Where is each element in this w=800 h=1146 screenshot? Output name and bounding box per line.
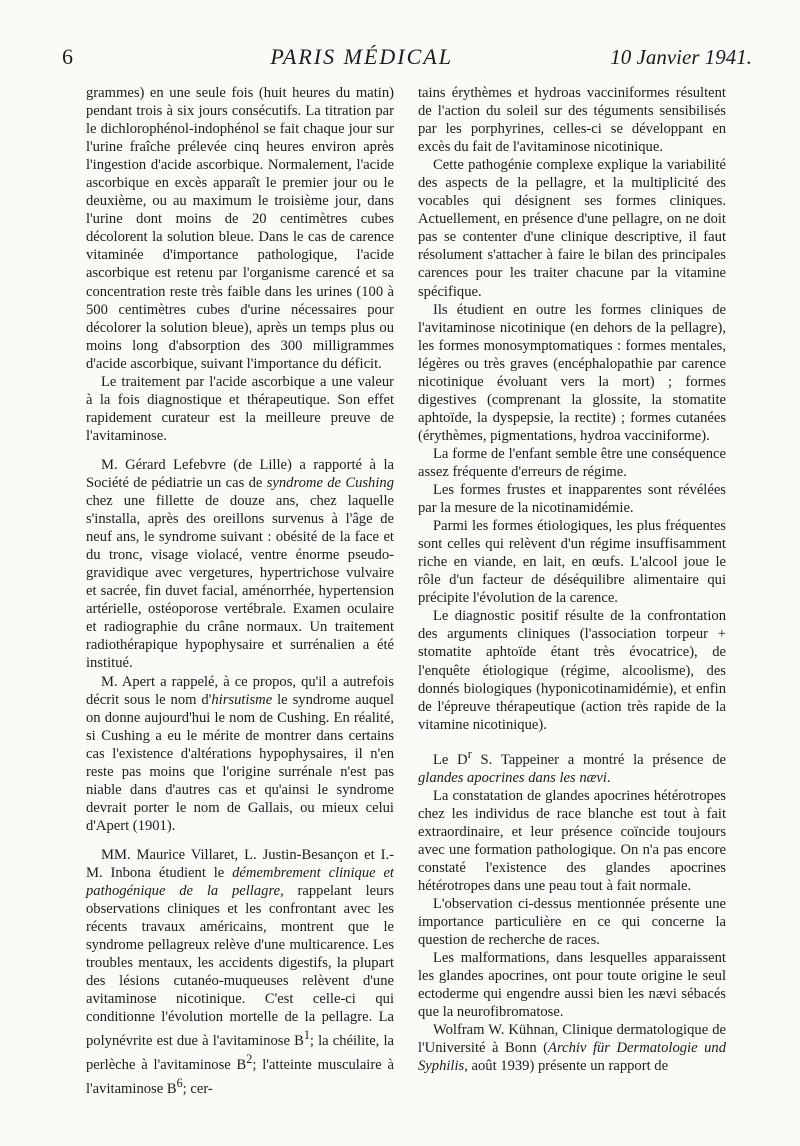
issue-date: 10 Janvier 1941. bbox=[610, 45, 752, 69]
italic-term: glandes apocrines dans les nævi bbox=[418, 769, 607, 786]
text-run: ; l'atteinte musculaire à l'avitaminose B bbox=[86, 1057, 394, 1098]
running-header bbox=[62, 44, 752, 80]
right-column bbox=[418, 84, 726, 1075]
italic-term: syndrome de Cushing bbox=[266, 474, 394, 491]
text-run: . bbox=[606, 769, 611, 786]
paragraph bbox=[418, 517, 726, 607]
text-run: le syndrome auquel on donne aujourd'hui le nom de Cushing. En réalité, si Cushing a eu le mérite de montrer dans certains cas l'existence d'altérations hypophysaires, il n'en reste pas moins que l'origine surrénale n'est pas niable dans d'autres cas et qu'ainsi le syndrome devrait porter le nom de Gallais, ou mieux celui d'Apert (1901). bbox=[86, 691, 394, 834]
paragraph bbox=[86, 673, 394, 835]
text-run: Le D bbox=[433, 751, 468, 768]
text-run: , rappelant leurs observations cliniques et les confrontant avec les récents travaux américains, montrent que le syndrome pellagreux relève d'une multicarence. Les troubles mentaux, les accidents digestifs, la plupart des lésions cutanéo-muqueuses relèvent d'une avitaminose nicotinique. C'est celle-ci qui conditionne l'évolution mortelle de la pellagre. La polynévrite est due à l'avitaminose B bbox=[86, 883, 394, 1050]
journal-title: PARIS MÉDICAL bbox=[270, 44, 453, 69]
superscript: 2 bbox=[246, 1052, 253, 1067]
paragraph bbox=[418, 84, 726, 156]
text-run: , août 1939) présente un rapport de bbox=[464, 1058, 669, 1075]
text-run: MM. Maurice Villaret, L. Justin-Besançon et I.-M. Inbona étudient le bbox=[86, 846, 394, 881]
italic-term: démembrement clinique et pathogénique de la pellagre bbox=[86, 864, 394, 900]
paragraph bbox=[418, 787, 726, 895]
text-run: chez une fillette de douze ans, chez laquelle s'installa, après des oreillons survenus à l'âge de neuf ans, le syndrome suivant : obésité de la face et du tronc, visage violacé, ventre énorme pseudo-gravidique avec vergetures, hypertrichose vulvaire et sacrée, fin duvet facial, aménorrhée, hypertension artérielle, ostéoporose vertébrale. Examen oculaire et radiographie du crâne normaux. Un traitement radiothérapique hypophysaire et surrénalien a été institué. bbox=[86, 493, 394, 672]
text-run: Ils étudient en outre les formes cliniques de l'avitaminose nicotinique (en dehors de la pellagre), les formes monosymptomatiques : formes mentales, légères ou très graves (encéphalopathie par carence nicotinique évoluant vers la mort) ; formes digestives (comprenant la glossite, la stomatite aphtoïde, la dyspepsie, la rectite) ; formes cutanées (érythèmes, pigmentations, hydroa vacciniforme). bbox=[418, 301, 726, 444]
text-run: Les malformations, dans lesquelles apparaissent les glandes apocrines, ont pour toute origine le seul ectoderme qui engendre aussi bien les nævi sébacés que la neurofibromatose. bbox=[418, 950, 726, 1021]
text-run: grammes) en une seule fois (huit heures du matin) pendant trois à six jours consécutifs. La titration par le dichlorophénol-indophénol se fait chaque jour sur l'urine fraîche prélevée cinq heures environ après l'ingestion d'acide ascorbique. Normalement, l'acide ascorbique en excès apparaît le premier jour ou le deuxième, ou au maximum le troisième jour, dans l'urine dont moins de 20 centimètres cubes décolorent la solution bleue. Dans le cas de carence vitaminée d'importance pathologique, l'acide ascorbique est retenu par l'organisme carencé et sa concentration reste très faible dans les urines (100 à 500 centimètres cubes d'urine nécessaires pour décolorer la solution bleue), après un temps plus ou moins long d'absorption des 300 milligrammes d'acide ascorbique, suivant l'importance du déficit. bbox=[86, 85, 394, 372]
text-run: M. Apert a rappelé, à ce propos, qu'il a autrefois décrit sous le nom d' bbox=[86, 673, 394, 708]
text-run: S. Tappeiner a montré la présence de bbox=[471, 751, 726, 768]
paragraph bbox=[418, 445, 726, 481]
text-run: Le traitement par l'acide ascorbique a une valeur à la fois diagnostique et thérapeutique. Son effet rapidement curateur est la meilleure preuve de l'avitaminose. bbox=[86, 373, 394, 444]
text-run: M. Gérard Lefebvre (de Lille) a rapporté à la Société de pédiatrie un cas de bbox=[86, 456, 394, 491]
italic-term: Archiv für Dermatologie und Syphilis bbox=[418, 1040, 726, 1075]
paragraph bbox=[86, 846, 394, 1098]
superscript: 1 bbox=[303, 1028, 310, 1043]
paragraph bbox=[418, 949, 726, 1021]
paragraph bbox=[86, 84, 394, 373]
paragraph bbox=[418, 481, 726, 517]
paragraph bbox=[418, 745, 726, 787]
superscript: r bbox=[467, 746, 472, 761]
text-run: L'observation ci-dessus mentionnée présente une importance particulière en ce qui concerne la question de recherche de races. bbox=[418, 895, 726, 949]
text-run: tains érythèmes et hydroas vacciniformes résultent de l'action du soleil sur des téguments sensibilisés par les porphyrines, celles-ci se développant en excès du fait de l'avitaminose nicotinique. bbox=[418, 85, 726, 156]
italic-term: hirsutisme bbox=[211, 691, 273, 708]
text-run: La constatation de glandes apocrines hétérotropes chez les individus de race blanche est tout à fait extraordinaire, et leur présence coïncide toujours avec une formation pathologique. On n'a pas encore constaté l'existence des glandes apocrines hétérotropes dans une peau tout à fait normale. bbox=[418, 787, 726, 894]
left-column bbox=[86, 84, 394, 1098]
text-run: La forme de l'enfant semble être une conséquence assez fréquente d'erreurs de régime. bbox=[418, 445, 726, 480]
text-run: Parmi les formes étiologiques, les plus fréquentes sont celles qui relèvent d'un régime insuffisamment riche en viande, en lait, en œufs. L'alcool joue le rôle d'un facteur de déséquilibre alimentaire qui précipite l'évolution de la carence. bbox=[418, 518, 726, 607]
paragraph bbox=[418, 895, 726, 949]
text-run: Les formes frustes et inapparentes sont révélées par la mesure de la nicotinamidémie. bbox=[418, 482, 726, 517]
text-run: Wolfram W. Kühnan, Clinique dermatologique de l'Université à Bonn ( bbox=[418, 1022, 726, 1057]
paragraph bbox=[418, 607, 726, 733]
text-run: Cette pathogénie complexe explique la variabilité des aspects de la pellagre, et la multiplicité des vocables qui désignent ses formes cliniques. Actuellement, en présence d'une pellagre, on ne doit pas se contenter d'une clinique descriptive, il faut résolument s'attacher à faire le bilan des principales carences pour les traiter chacune par la vitamine spécifique. bbox=[418, 157, 726, 300]
paragraph bbox=[418, 156, 726, 300]
page-number: 6 bbox=[62, 44, 73, 69]
text-run: ; la chéilite, la perlèche à l'avitaminose B bbox=[86, 1033, 394, 1074]
text-run: Le diagnostic positif résulte de la confrontation des arguments cliniques (l'association torpeur + stomatite aphtoïde étant très évocatrice), de l'enquête étiologique (régime, alcoolisme), des donnés biologiques (hyponicotinamidémie), et enfin de l'épreuve thérapeutique (action très rapide de la vitamine nicotinique). bbox=[418, 608, 726, 733]
paragraph bbox=[86, 456, 394, 673]
paragraph bbox=[418, 301, 726, 445]
text-run: ; cer- bbox=[182, 1081, 213, 1098]
superscript: 6 bbox=[176, 1076, 183, 1091]
paragraph bbox=[418, 1021, 726, 1075]
paragraph bbox=[86, 373, 394, 445]
